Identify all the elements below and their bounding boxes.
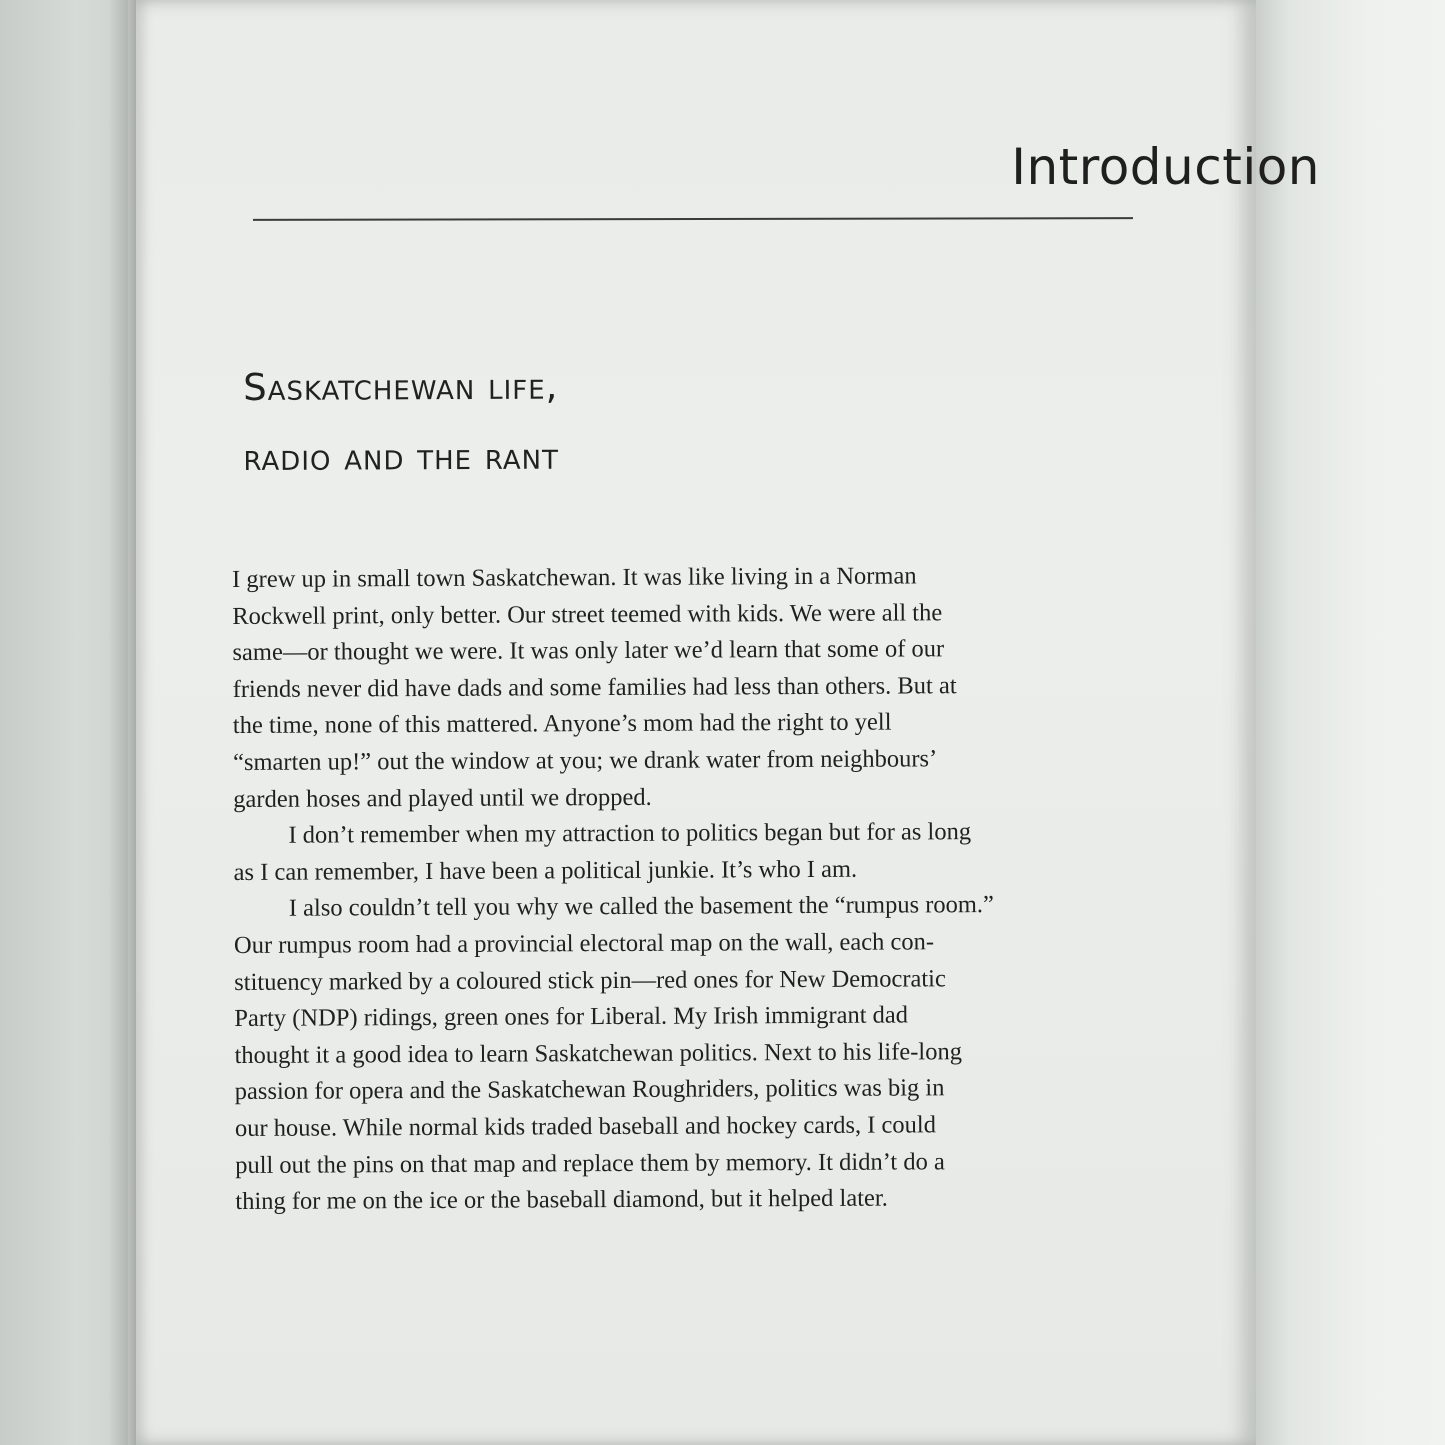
- chapter-title: Introduction: [1011, 138, 1320, 196]
- paragraph-2: [233, 813, 1138, 891]
- text-line: I grew up in small town Saskatchewan. It was like living in a Norman: [232, 562, 917, 593]
- book-gutter-shadow: [108, 0, 138, 1445]
- text-line: thing for me on the ice or the baseball diamond, but it helped later.: [235, 1184, 888, 1216]
- paragraph-3: [234, 887, 1141, 1221]
- section-heading-line: Saskatchewan life,: [243, 364, 559, 409]
- text-line: passion for opera and the Saskatchewan Roughriders, politics was big in: [234, 1074, 945, 1106]
- text-line: “smarten up!” out the window at you; we drank water from neighbours’: [232, 745, 938, 776]
- text-line: friends never did have dads and some families had less than others. But at: [232, 671, 957, 703]
- text-line: the time, none of this mattered. Anyone’s mom had the right to yell: [232, 708, 892, 740]
- text-line: Party (NDP) ridings, green ones for Liberal. My Irish immigrant dad: [234, 1001, 909, 1033]
- text-line: garden hoses and played until we dropped.: [233, 783, 652, 813]
- text-line: I also couldn’t tell you why we called the basement the “rumpus room.”: [288, 891, 994, 923]
- text-line: Rockwell print, only better. Our street teemed with kids. We were all the: [232, 598, 943, 630]
- text-line: I don’t remember when my attraction to politics began but for as long: [288, 818, 972, 849]
- text-line: Our rumpus room had a provincial electoral map on the wall, each con-: [233, 928, 935, 959]
- background-surface: [1255, 0, 1445, 1445]
- section-heading-line: radio and the rant: [243, 434, 560, 479]
- text-line: as I can remember, I have been a political junkie. It’s who I am.: [233, 855, 858, 886]
- body-text: [232, 557, 1140, 1220]
- text-line: stituency marked by a coloured stick pin—red ones for New Democratic: [234, 964, 946, 996]
- text-line: same—or thought we were. It was only later we’d learn that some of our: [232, 635, 945, 667]
- paragraph-1: [232, 557, 1138, 818]
- text-line: thought it a good idea to learn Saskatchewan politics. Next to his life-long: [234, 1037, 963, 1069]
- text-line: pull out the pins on that map and replace them by memory. It didn’t do a: [235, 1147, 945, 1179]
- section-heading: [243, 352, 559, 493]
- text-line: our house. While normal kids traded baseball and hockey cards, I could: [234, 1111, 937, 1142]
